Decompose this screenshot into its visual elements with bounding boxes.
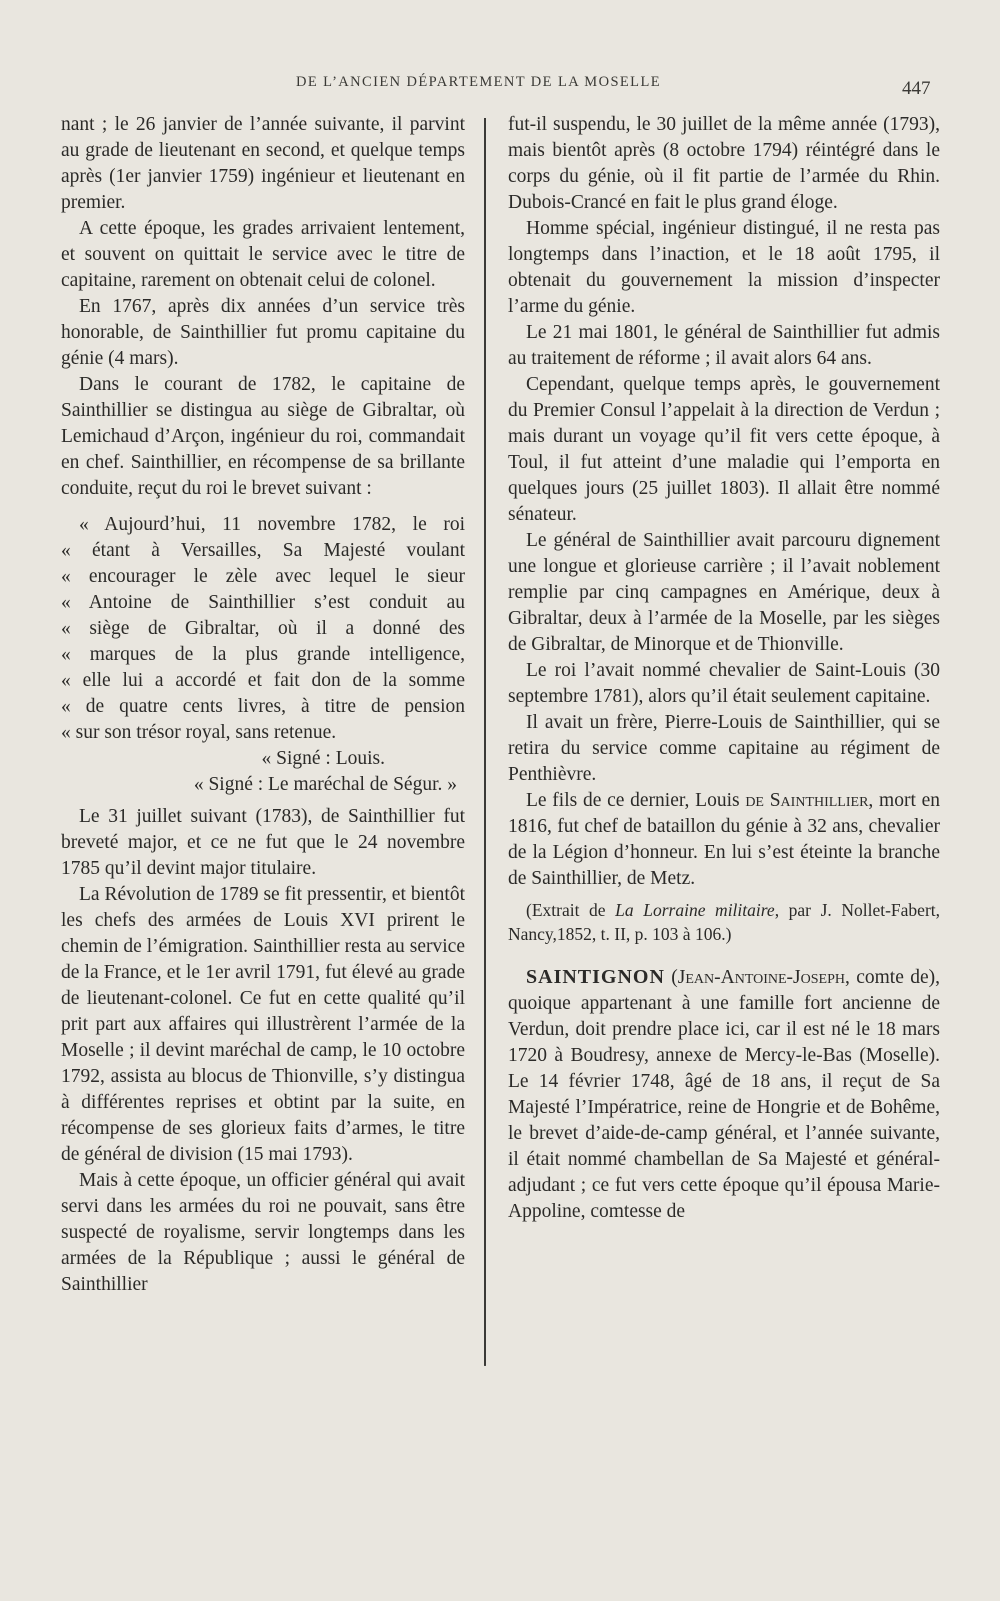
paragraph: Le roi l’avait nommé chevalier de Saint-Louis (30 septembre 1781), alors qu’il était seulement capitaine. bbox=[508, 660, 940, 707]
right-column bbox=[508, 112, 940, 1225]
paragraph: fut-il suspendu, le 30 juillet de la même année (1793), mais bientôt après (8 octobre 1794) réintégré dans le corps du génie, où il fit partie de l’armée du Rhin. Dubois-Crancé en fait le plus grand éloge. bbox=[508, 114, 940, 213]
text-run: , mort en 1816, fut chef de bataillon du génie à 32 ans, chevalier de la Légion d’honneur. En lui s’est éteinte la branche de Sainthillier, de Metz. bbox=[508, 790, 940, 889]
paragraph: Homme spécial, ingénieur distingué, il ne resta pas longtemps dans l’inaction, et le 18 août 1795, il obtenait du gouvernement la mission d’inspecter l’arme du génie. bbox=[508, 218, 940, 317]
source-citation bbox=[508, 898, 940, 946]
text-run: Le fils de ce dernier, Louis bbox=[526, 790, 746, 811]
signature-marshal: « Signé : Le maréchal de Ségur. » bbox=[193, 774, 457, 795]
quote-line: « siège de Gibraltar, où il a donné des bbox=[61, 618, 465, 639]
quote-line: « Antoine de Sainthillier s’est conduit au bbox=[61, 592, 465, 613]
paragraph: A cette époque, les grades arrivaient lentement, et souvent on quittait le service avec le titre de capitaine, rarement on obtenait celui de colonel. bbox=[61, 218, 465, 291]
text-run: , par J. Nollet-Fabert, Nancy,1852, t. II, p. 103 à 106.) bbox=[508, 900, 941, 944]
quote-line: « sur son trésor royal, sans retenue. bbox=[61, 722, 337, 743]
entry-given-names: (Jean-Antoine-Joseph, bbox=[664, 967, 850, 988]
paragraph: Mais à cette époque, un officier général qui avait servi dans les armées du roi ne pouvait, sans être suspecté de royalisme, servir longtemps dans les armées de la République ; aussi le général de Sainthillier bbox=[61, 1170, 465, 1295]
cited-title: La Lorraine militaire bbox=[615, 900, 775, 920]
quote-line: « étant à Versailles, Sa Majesté voulant bbox=[61, 540, 465, 561]
quote-line: « Aujourd’hui, 11 novembre 1782, le roi bbox=[79, 514, 465, 535]
quote-line: « encourager le zèle avec lequel le sieur bbox=[61, 566, 465, 587]
paragraph: Le 31 juillet suivant (1783), de Sainthillier fut breveté major, et ce ne fut que le 24 novembre 1785 qu’il devint major titulaire. bbox=[61, 806, 465, 879]
paragraph bbox=[508, 788, 940, 892]
paragraph: Le 21 mai 1801, le général de Sainthillier fut admis au traitement de réforme ; il avait alors 64 ans. bbox=[508, 322, 940, 369]
quote-line: « elle lui a accordé et fait don de la somme bbox=[61, 670, 465, 691]
paragraph: En 1767, après dix années d’un service très honorable, de Sainthillier fut promu capitaine du génie (4 mars). bbox=[61, 296, 465, 369]
signature-king: « Signé : Louis. bbox=[261, 748, 385, 769]
quote-line: « marques de la plus grande intelligence, bbox=[61, 644, 465, 665]
paragraph: Il avait un frère, Pierre-Louis de Sainthillier, qui se retira du service comme capitaine au régiment de Penthièvre. bbox=[508, 712, 940, 785]
brevet-quote bbox=[61, 512, 465, 746]
column-divider bbox=[484, 118, 486, 1366]
quote-line: « de quatre cents livres, à titre de pension bbox=[61, 696, 465, 717]
page-number: 447 bbox=[902, 78, 931, 99]
name-small-caps: de Sainthillier bbox=[745, 790, 869, 811]
paragraph: La Révolution de 1789 se fit pressentir, et bientôt les chefs des armées de Louis XVI prirent le chemin de l’émigration. Sainthillier resta au service de la France, et le 1er avril 1791, fut élevé au grade de lieutenant-colonel. Ce fut en cette qualité qu’il prit part aux affaires qui illustrèrent l’armée de la Moselle ; il devint maréchal de camp, le 10 octobre 1792, assista au blocus de Thionville, s’y distingua à différentes reprises et obtint par la suite, en récompense de ses glorieux faits d’armes, le titre de général de division (15 mai 1793). bbox=[61, 884, 465, 1165]
entry-saintignon bbox=[508, 964, 940, 1225]
paragraph: Le général de Sainthillier avait parcouru dignement une longue et glorieuse carrière ; il l’avait noblement remplie par cinq campagnes en Amérique, deux à Gibraltar, deux à l’armée de la Moselle, par les sièges de Gibraltar, de Minorque et de Thionville. bbox=[508, 530, 940, 655]
running-title: DE L’ANCIEN DÉPARTEMENT DE LA MOSELLE bbox=[296, 74, 661, 90]
paragraph: Dans le courant de 1782, le capitaine de Sainthillier se distingua au siège de Gibraltar, où Lemichaud d’Arçon, ingénieur du roi, commandait en chef. Sainthillier, en récompense de sa brillante conduite, reçut du roi le brevet suivant : bbox=[61, 374, 465, 499]
paragraph: nant ; le 26 janvier de l’année suivante, il parvint au grade de lieutenant en second, et quelque temps après (1er janvier 1759) ingénieur et lieutenant en premier. bbox=[61, 114, 465, 213]
spacer bbox=[61, 502, 465, 512]
text-run: (Extrait de bbox=[526, 900, 616, 920]
entry-text: comte de), quoique appartenant à une famille fort ancienne de Verdun, doit prendre place ici, car il est né le 18 mars 1720 à Boudresy, annexe de Mercy-le-Bas (Moselle). Le 14 février 1748, âgé de 18 ans, il reçut de Sa Majesté l’Impératrice, reine de Hongrie et de Bohême, le brevet d’aide-de-camp général, et l’année suivante, il était nommé chambellan de Sa Majesté et général-adjudant ; ce fut vers cette époque qu’il épousa Marie-Appoline, comtesse de bbox=[508, 967, 940, 1222]
paragraph: Cependant, quelque temps après, le gouvernement du Premier Consul l’appelait à la direction de Verdun ; mais durant un voyage qu’il fit vers cette époque, à Toul, il fut atteint d’une maladie qui l’emporta en quelques jours (25 juillet 1803). Il allait être nommé sénateur. bbox=[508, 374, 940, 525]
left-column bbox=[61, 112, 465, 1298]
entry-headword: SAINTIGNON bbox=[526, 966, 665, 988]
